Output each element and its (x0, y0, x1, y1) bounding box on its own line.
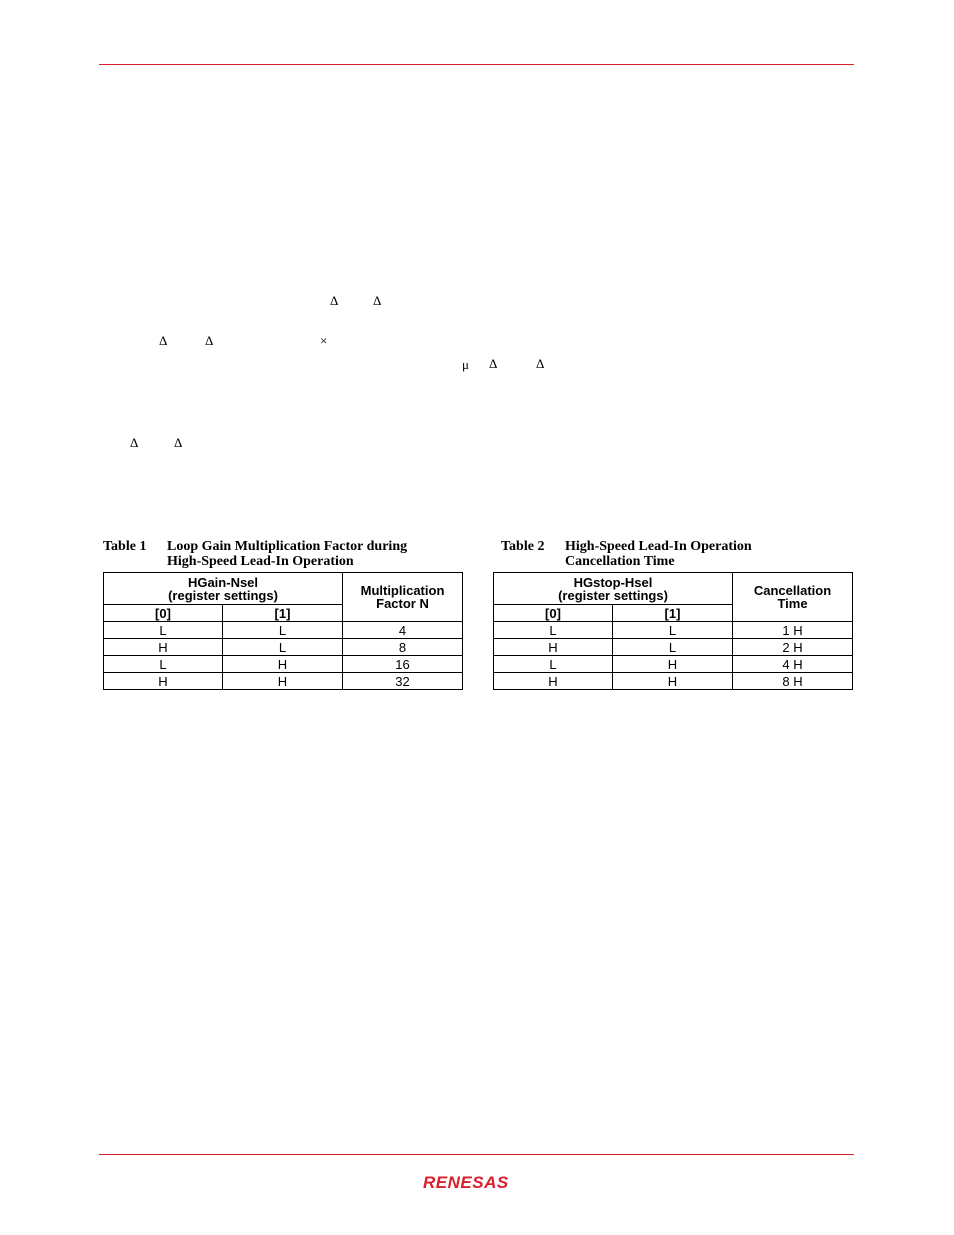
body-symbol: Δ (130, 435, 139, 450)
renesas-logo-mark (421, 1172, 533, 1192)
table-cell: H (613, 656, 733, 673)
table-cell: H (104, 673, 223, 690)
renesas-logo (421, 1172, 533, 1197)
group-header: HGstop-Hsel (register settings) (494, 573, 733, 605)
table-row (494, 639, 853, 656)
table-title: Loop Gain Multiplication Factor during High-Speed Lead-In Operation (167, 539, 408, 569)
table-cell: H (223, 656, 343, 673)
result-header: Multiplication Factor N (343, 573, 463, 622)
header-rule (99, 64, 854, 65)
table-cell: L (104, 622, 223, 639)
table-row (494, 622, 853, 639)
table-row (494, 673, 853, 690)
body-symbol: Δ (373, 293, 382, 308)
table-cell: 16 (343, 656, 463, 673)
table-cell: 4 H (733, 656, 853, 673)
sub-header: [0] (494, 605, 613, 622)
table-cell: L (494, 622, 613, 639)
table-cell: L (494, 656, 613, 673)
body-symbol: Δ (330, 293, 339, 308)
table-cell: 4 (343, 622, 463, 639)
table-cell: 32 (343, 673, 463, 690)
table-cell: L (613, 622, 733, 639)
table-row (104, 656, 463, 673)
table-cell: H (494, 673, 613, 690)
sub-header: [1] (613, 605, 733, 622)
logo-wordmark: RENESAS (423, 1173, 509, 1192)
body-symbol: μ (462, 357, 469, 372)
table-cell: H (494, 639, 613, 656)
table-cell: H (613, 673, 733, 690)
group-header: HGain-Nsel (register settings) (104, 573, 343, 605)
body-symbol: Δ (159, 333, 168, 348)
table-cell: L (613, 639, 733, 656)
table-title: High-Speed Lead-In Operation Cancellation Time (565, 539, 752, 569)
body-symbol: Δ (489, 356, 498, 371)
table-row (104, 622, 463, 639)
table-2 (493, 572, 853, 690)
table-cell: 8 H (733, 673, 853, 690)
body-symbol: Δ (536, 356, 545, 371)
sub-header: [1] (223, 605, 343, 622)
body-symbol: Δ (205, 333, 214, 348)
footer-rule (99, 1154, 854, 1155)
table-1 (103, 572, 463, 690)
table-cell: H (223, 673, 343, 690)
body-symbol: × (320, 333, 328, 348)
table-row (104, 673, 463, 690)
table-row (104, 639, 463, 656)
table-cell: L (223, 639, 343, 656)
body-symbol: Δ (174, 435, 183, 450)
table-cell: 8 (343, 639, 463, 656)
table-cell: L (223, 622, 343, 639)
table-number: Table 1 (103, 539, 147, 554)
table-cell: 1 H (733, 622, 853, 639)
sub-header: [0] (104, 605, 223, 622)
result-header: Cancellation Time (733, 573, 853, 622)
table-row (494, 656, 853, 673)
table-cell: L (104, 656, 223, 673)
table-number: Table 2 (501, 539, 545, 554)
table-cell: H (104, 639, 223, 656)
table-cell: 2 H (733, 639, 853, 656)
